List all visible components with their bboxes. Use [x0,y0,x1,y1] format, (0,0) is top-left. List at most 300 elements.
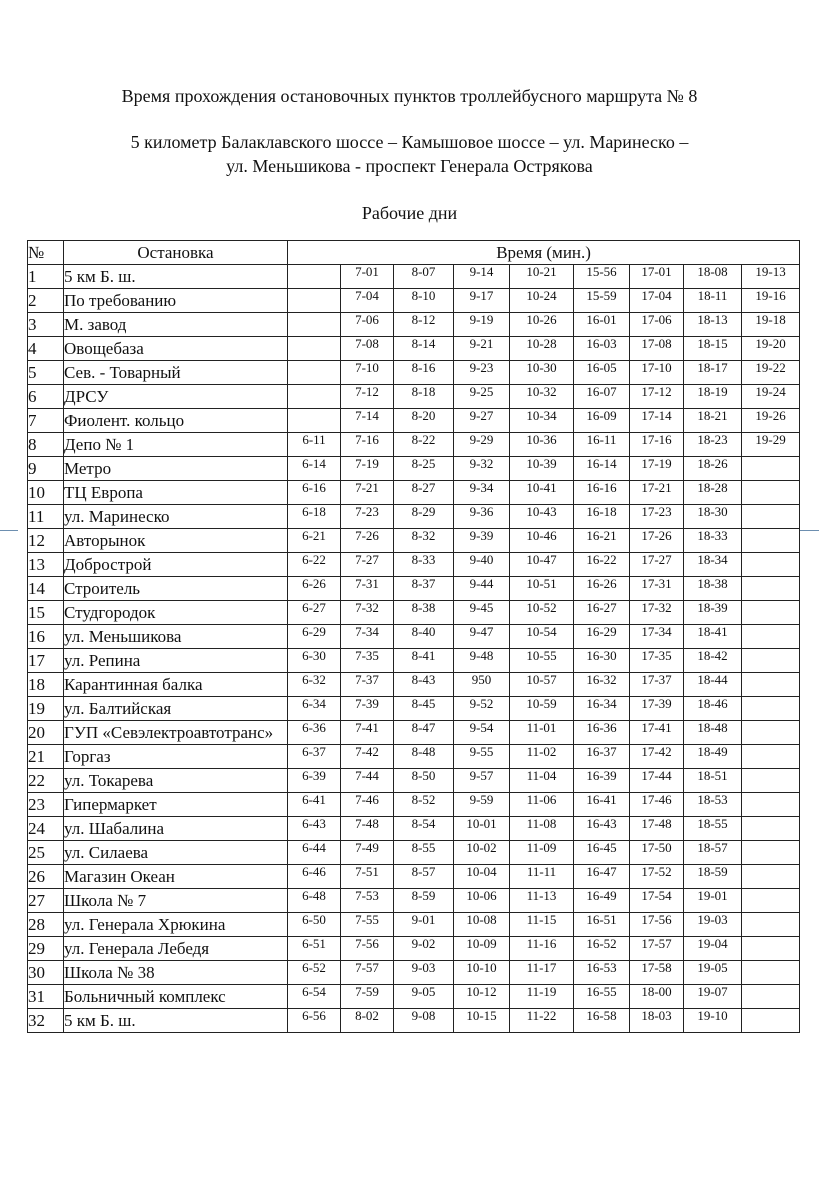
departure-time: 10-54 [510,625,574,649]
departure-time: 9-34 [454,481,510,505]
departure-time: 7-26 [341,529,394,553]
departure-time: 16-09 [574,409,630,433]
departure-time: 7-39 [341,697,394,721]
departure-time: 18-42 [684,649,742,673]
departure-time: 6-46 [288,865,341,889]
departure-time: 8-14 [394,337,454,361]
stop-name: Фиолент. кольцо [64,409,288,433]
table-row [28,385,800,409]
departure-time: 9-44 [454,577,510,601]
stop-name: По требованию [64,289,288,313]
departure-time: 11-16 [510,937,574,961]
departure-time: 16-39 [574,769,630,793]
departure-time: 18-41 [684,625,742,649]
departure-time: 7-12 [341,385,394,409]
stop-name: Гипермаркет [64,793,288,817]
departure-time: 18-33 [684,529,742,553]
departure-time: 7-56 [341,937,394,961]
departure-time: 17-57 [630,937,684,961]
departure-time: 6-36 [288,721,341,745]
stop-name: ул. Генерала Хрюкина [64,913,288,937]
stop-number: 11 [28,505,64,529]
departure-time: 17-56 [630,913,684,937]
departure-time: 9-19 [454,313,510,337]
departure-time: 18-51 [684,769,742,793]
departure-time: 10-08 [454,913,510,937]
departure-time: 10-34 [510,409,574,433]
departure-time: 7-53 [341,889,394,913]
table-row [28,505,800,529]
departure-time: 11-17 [510,961,574,985]
departure-time: 8-32 [394,529,454,553]
stop-number: 29 [28,937,64,961]
departure-time: 7-48 [341,817,394,841]
departure-time: 8-54 [394,817,454,841]
departure-time: 10-39 [510,457,574,481]
departure-time: 9-40 [454,553,510,577]
departure-time: 6-32 [288,673,341,697]
departure-time: 16-26 [574,577,630,601]
departure-time: 18-26 [684,457,742,481]
departure-time: 18-57 [684,841,742,865]
departure-time: 17-32 [630,601,684,625]
departure-time [742,457,800,481]
departure-time: 6-27 [288,601,341,625]
departure-time: 7-35 [341,649,394,673]
departure-time: 11-13 [510,889,574,913]
departure-time: 17-16 [630,433,684,457]
departure-time: 17-19 [630,457,684,481]
departure-time: 7-46 [341,793,394,817]
departure-time: 16-18 [574,505,630,529]
table-row [28,289,800,313]
departure-time [742,721,800,745]
departure-time: 7-55 [341,913,394,937]
stop-number: 7 [28,409,64,433]
departure-time: 8-41 [394,649,454,673]
stop-number: 21 [28,745,64,769]
departure-time: 9-32 [454,457,510,481]
departure-time: 16-43 [574,817,630,841]
departure-time: 6-18 [288,505,341,529]
departure-time: 10-26 [510,313,574,337]
stop-name: ул. Токарева [64,769,288,793]
departure-time: 6-41 [288,793,341,817]
table-row [28,361,800,385]
departure-time: 6-54 [288,985,341,1009]
stop-name: 5 км Б. ш. [64,265,288,289]
departure-time: 9-27 [454,409,510,433]
departure-time: 17-23 [630,505,684,529]
departure-time: 9-29 [454,433,510,457]
departure-time: 7-21 [341,481,394,505]
departure-time: 11-01 [510,721,574,745]
stop-number: 20 [28,721,64,745]
stop-number: 28 [28,913,64,937]
departure-time: 16-55 [574,985,630,1009]
departure-time: 17-37 [630,673,684,697]
departure-time: 16-47 [574,865,630,889]
departure-time: 6-21 [288,529,341,553]
departure-time: 7-23 [341,505,394,529]
departure-time: 9-59 [454,793,510,817]
departure-time: 6-26 [288,577,341,601]
departure-time: 6-39 [288,769,341,793]
departure-time: 16-16 [574,481,630,505]
departure-time: 16-36 [574,721,630,745]
departure-time: 9-03 [394,961,454,985]
departure-time: 16-21 [574,529,630,553]
stop-name: ул. Генерала Лебедя [64,937,288,961]
departure-time: 16-52 [574,937,630,961]
departure-time [742,649,800,673]
departure-time: 17-52 [630,865,684,889]
departure-time: 9-54 [454,721,510,745]
departure-time: 6-22 [288,553,341,577]
departure-time: 7-32 [341,601,394,625]
stop-number: 3 [28,313,64,337]
departure-time: 17-50 [630,841,684,865]
departure-time: 18-49 [684,745,742,769]
departure-time: 18-48 [684,721,742,745]
stop-number: 32 [28,1009,64,1033]
departure-time: 16-53 [574,961,630,985]
departure-time: 7-06 [341,313,394,337]
departure-time: 17-26 [630,529,684,553]
table-row [28,577,800,601]
departure-time: 7-01 [341,265,394,289]
stop-name: ДРСУ [64,385,288,409]
table-row [28,865,800,889]
stop-number: 12 [28,529,64,553]
stop-number: 25 [28,841,64,865]
departure-time [742,841,800,865]
stop-number: 1 [28,265,64,289]
departure-time: 19-01 [684,889,742,913]
departure-time: 8-16 [394,361,454,385]
departure-time: 9-48 [454,649,510,673]
departure-time: 16-49 [574,889,630,913]
departure-time [742,673,800,697]
stop-name: Больничный комплекс [64,985,288,1009]
departure-time [288,289,341,313]
departure-time: 8-33 [394,553,454,577]
departure-time: 6-43 [288,817,341,841]
departure-time [742,697,800,721]
departure-time: 10-02 [454,841,510,865]
stop-number: 14 [28,577,64,601]
schedule-day-type: Рабочие дни [361,203,458,223]
stop-name: Магазин Океан [64,865,288,889]
table-row [28,889,800,913]
departure-time: 17-58 [630,961,684,985]
stop-name: ул. Балтийская [64,697,288,721]
stop-number: 26 [28,865,64,889]
departure-time: 7-08 [341,337,394,361]
departure-time: 7-59 [341,985,394,1009]
departure-time: 11-04 [510,769,574,793]
departure-time [742,937,800,961]
departure-time [742,769,800,793]
stop-number: 22 [28,769,64,793]
table-header-row [28,241,800,265]
departure-time: 18-15 [684,337,742,361]
departure-time: 10-09 [454,937,510,961]
departure-time [742,913,800,937]
departure-time: 8-45 [394,697,454,721]
stop-name: Сев. - Товарный [64,361,288,385]
departure-time: 10-15 [454,1009,510,1033]
column-header-number: № [28,241,64,265]
departure-time: 9-17 [454,289,510,313]
departure-time: 8-25 [394,457,454,481]
departure-time: 18-53 [684,793,742,817]
stop-number: 16 [28,625,64,649]
departure-time: 18-00 [630,985,684,1009]
departure-time [288,361,341,385]
table-row [28,913,800,937]
departure-time [288,385,341,409]
table-row [28,841,800,865]
departure-time: 8-38 [394,601,454,625]
stop-name: Карантинная балка [64,673,288,697]
departure-time: 6-52 [288,961,341,985]
departure-time: 19-13 [742,265,800,289]
departure-time [288,337,341,361]
departure-time: 19-05 [684,961,742,985]
table-row [28,961,800,985]
departure-time: 16-22 [574,553,630,577]
departure-time: 8-07 [394,265,454,289]
departure-time: 18-21 [684,409,742,433]
departure-time: 17-41 [630,721,684,745]
departure-time: 17-44 [630,769,684,793]
departure-time: 19-10 [684,1009,742,1033]
departure-time [288,409,341,433]
departure-time: 16-37 [574,745,630,769]
table-row [28,481,800,505]
departure-time [742,577,800,601]
departure-time [742,601,800,625]
departure-time: 15-56 [574,265,630,289]
table-row [28,793,800,817]
departure-time [742,817,800,841]
departure-time: 9-08 [394,1009,454,1033]
stop-name: 5 км Б. ш. [64,1009,288,1033]
departure-time: 7-49 [341,841,394,865]
departure-time: 8-29 [394,505,454,529]
stop-name: Метро [64,457,288,481]
departure-time: 7-16 [341,433,394,457]
departure-time: 10-28 [510,337,574,361]
departure-time: 19-22 [742,361,800,385]
departure-time: 11-15 [510,913,574,937]
departure-time: 11-09 [510,841,574,865]
departure-time: 16-27 [574,601,630,625]
departure-time: 17-12 [630,385,684,409]
departure-time: 17-34 [630,625,684,649]
departure-time: 10-43 [510,505,574,529]
departure-time: 9-05 [394,985,454,1009]
departure-time: 19-29 [742,433,800,457]
departure-time: 16-11 [574,433,630,457]
departure-time: 19-26 [742,409,800,433]
departure-time: 8-55 [394,841,454,865]
stop-name: ул. Репина [64,649,288,673]
departure-time: 10-10 [454,961,510,985]
departure-time: 19-16 [742,289,800,313]
departure-time: 16-41 [574,793,630,817]
stop-number: 2 [28,289,64,313]
departure-time: 18-30 [684,505,742,529]
departure-time: 11-06 [510,793,574,817]
departure-time: 11-19 [510,985,574,1009]
departure-time: 6-48 [288,889,341,913]
departure-time: 17-39 [630,697,684,721]
departure-time: 7-31 [341,577,394,601]
table-row [28,649,800,673]
stop-name: М. завод [64,313,288,337]
departure-time: 18-34 [684,553,742,577]
departure-time [288,313,341,337]
departure-time: 8-20 [394,409,454,433]
departure-time: 8-22 [394,433,454,457]
departure-time: 6-30 [288,649,341,673]
departure-time: 16-51 [574,913,630,937]
departure-time: 16-03 [574,337,630,361]
departure-time: 9-52 [454,697,510,721]
departure-time: 8-40 [394,625,454,649]
departure-time: 6-51 [288,937,341,961]
departure-time: 16-01 [574,313,630,337]
departure-time: 8-37 [394,577,454,601]
departure-time: 7-27 [341,553,394,577]
departure-time [742,961,800,985]
stop-number: 27 [28,889,64,913]
stop-name: Горгаз [64,745,288,769]
departure-time: 17-06 [630,313,684,337]
departure-time: 18-28 [684,481,742,505]
departure-time: 8-02 [341,1009,394,1033]
departure-time: 7-19 [341,457,394,481]
stop-name: Овощебаза [64,337,288,361]
departure-time: 9-25 [454,385,510,409]
departure-time: 18-17 [684,361,742,385]
departure-time: 16-05 [574,361,630,385]
departure-time [742,625,800,649]
table-row [28,673,800,697]
stop-number: 17 [28,649,64,673]
departure-time [742,505,800,529]
table-row [28,313,800,337]
departure-time: 7-14 [341,409,394,433]
departure-time: 8-52 [394,793,454,817]
departure-time: 19-03 [684,913,742,937]
stop-name: Школа № 38 [64,961,288,985]
departure-time [742,529,800,553]
table-row [28,409,800,433]
departure-time: 6-16 [288,481,341,505]
departure-time: 9-39 [454,529,510,553]
departure-time: 9-14 [454,265,510,289]
departure-time: 16-32 [574,673,630,697]
departure-time: 11-11 [510,865,574,889]
departure-time: 10-32 [510,385,574,409]
departure-time: 18-46 [684,697,742,721]
departure-time: 10-04 [454,865,510,889]
departure-time: 17-54 [630,889,684,913]
stop-number: 9 [28,457,64,481]
departure-time [742,481,800,505]
stop-name: Школа № 7 [64,889,288,913]
departure-time: 10-55 [510,649,574,673]
departure-time: 9-23 [454,361,510,385]
stop-number: 18 [28,673,64,697]
stop-number: 19 [28,697,64,721]
departure-time: 16-34 [574,697,630,721]
stop-name: Депо № 1 [64,433,288,457]
departure-time: 7-10 [341,361,394,385]
stop-number: 6 [28,385,64,409]
departure-time: 10-06 [454,889,510,913]
departure-time: 11-08 [510,817,574,841]
departure-time: 17-31 [630,577,684,601]
departure-time: 17-10 [630,361,684,385]
departure-time: 8-50 [394,769,454,793]
departure-time: 7-34 [341,625,394,649]
departure-time: 16-45 [574,841,630,865]
stop-name: ул. Силаева [64,841,288,865]
stop-number: 30 [28,961,64,985]
stop-name: Добрострой [64,553,288,577]
departure-time: 17-21 [630,481,684,505]
departure-time: 6-14 [288,457,341,481]
table-row [28,817,800,841]
departure-time: 17-46 [630,793,684,817]
departure-time: 7-57 [341,961,394,985]
departure-time [742,745,800,769]
departure-time: 11-02 [510,745,574,769]
departure-time: 10-41 [510,481,574,505]
stop-number: 10 [28,481,64,505]
departure-time: 8-18 [394,385,454,409]
departure-time: 9-57 [454,769,510,793]
table-row [28,697,800,721]
departure-time: 10-21 [510,265,574,289]
departure-time: 8-10 [394,289,454,313]
stop-number: 5 [28,361,64,385]
departure-time: 10-01 [454,817,510,841]
departure-time [742,1009,800,1033]
departure-time [742,793,800,817]
departure-time: 9-01 [394,913,454,937]
departure-time: 17-27 [630,553,684,577]
stop-number: 13 [28,553,64,577]
departure-time: 10-46 [510,529,574,553]
stop-number: 15 [28,601,64,625]
departure-time [742,865,800,889]
departure-time: 7-41 [341,721,394,745]
table-row [28,337,800,361]
schedule-table [27,240,800,1033]
departure-time: 8-27 [394,481,454,505]
departure-time: 6-37 [288,745,341,769]
departure-time: 19-07 [684,985,742,1009]
departure-time: 9-55 [454,745,510,769]
departure-time: 8-47 [394,721,454,745]
departure-time: 15-59 [574,289,630,313]
departure-time: 18-13 [684,313,742,337]
